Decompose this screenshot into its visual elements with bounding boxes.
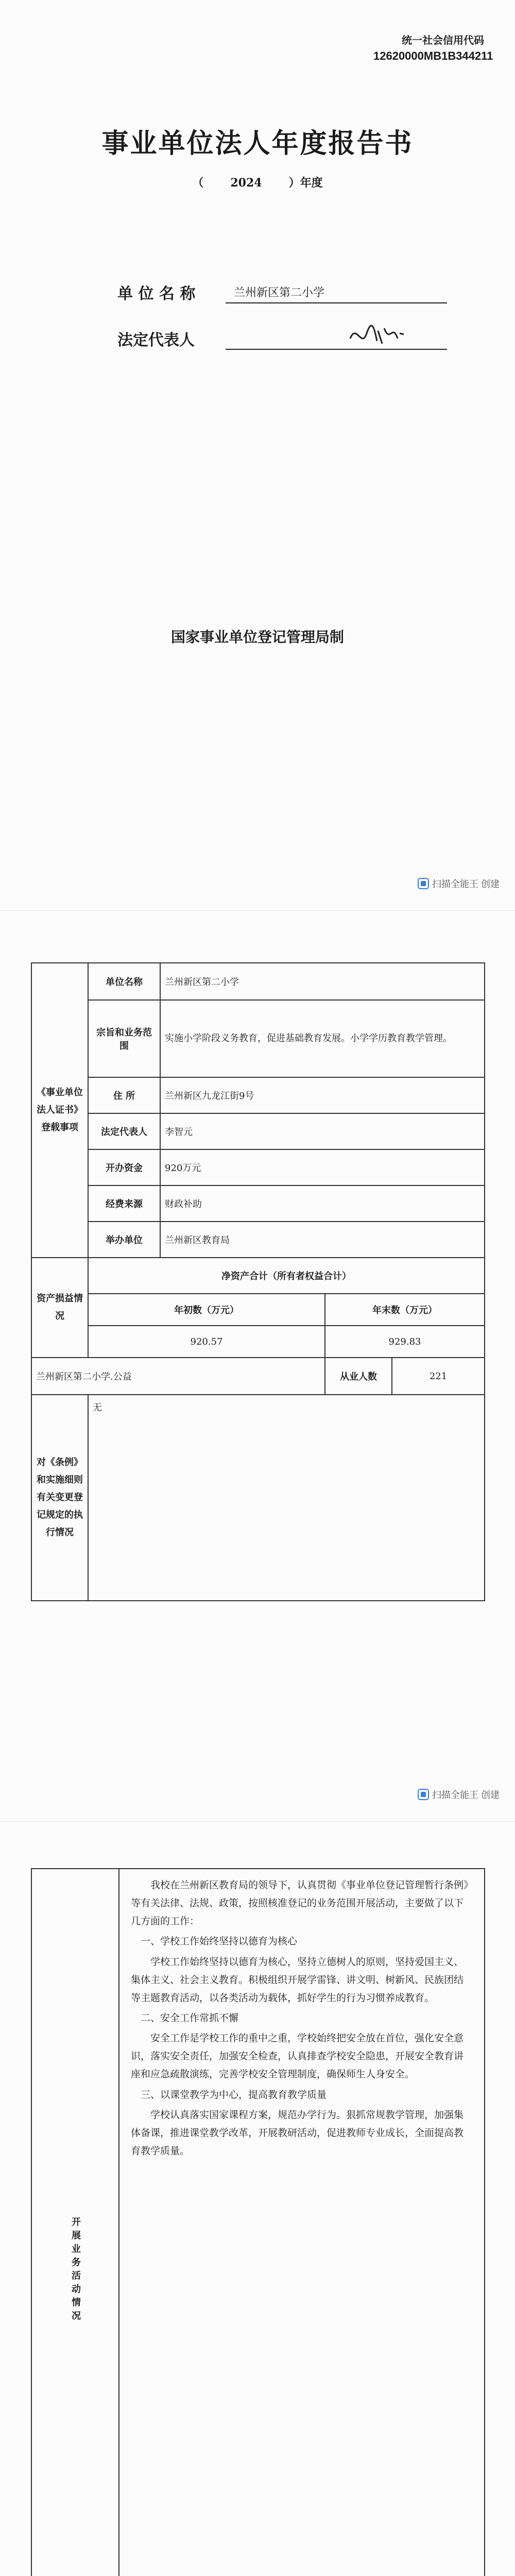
bureau-name: 国家事业单位登记管理局制 bbox=[170, 629, 344, 646]
web-name-value: 兰州新区第二小学.公益 bbox=[31, 1358, 325, 1395]
credit-code-value: 12620000MB1B344211 bbox=[373, 49, 493, 62]
funding-value: 财政补助 bbox=[160, 1185, 485, 1222]
scanner-logo-icon bbox=[418, 878, 429, 889]
scanner-logo-icon bbox=[418, 1789, 429, 1800]
name-value: 兰州新区第二小学 bbox=[160, 963, 485, 1000]
address-label: 住 所 bbox=[88, 1077, 160, 1113]
business-para: 安全工作是学校工作的重中之重，学校始终把安全放在首位，强化安全意识，落实安全责任，加强安全检查，认真排查学校安全隐患，开展安全教育讲座和应急疏散演练，完善学校安全管理制度，确保师生人身安全。 bbox=[131, 2032, 464, 2080]
business-table bbox=[31, 1868, 485, 2576]
end-label: 年末数（万元） bbox=[325, 1294, 485, 1326]
name-label: 单位名称 bbox=[88, 963, 160, 1000]
rep-label: 法定代表人 bbox=[88, 1113, 160, 1149]
business-para: 我校在兰州新区教育局的领导下，认真贯彻《事业单位登记管理暂行条例》等有关法律、法规、政策，按照核准登记的业务范围开展活动，主要做了以下几方面的工作： bbox=[131, 1879, 469, 1927]
business-text bbox=[119, 1869, 485, 2576]
assets-section-label: 资产损益情况 bbox=[31, 1258, 88, 1358]
report-title: 事业单位法人年度报告书 bbox=[101, 128, 414, 159]
purpose-value: 实施小学阶段义务教育，促进基础教育发展。小学学历教育教学管理。 bbox=[160, 1000, 485, 1077]
legal-rep-label: 法定代表人 bbox=[117, 331, 195, 349]
end-value: 929.83 bbox=[325, 1326, 485, 1358]
compliance-label: 对《条例》和实施细则有关变更登记规定的执行情况 bbox=[31, 1395, 88, 1601]
scan-watermark: 扫描全能王 创建 bbox=[418, 1788, 500, 1801]
staff-label: 从业人数 bbox=[325, 1358, 392, 1395]
funding-label: 经费来源 bbox=[88, 1185, 160, 1222]
business-label: 开展业务活动情况 bbox=[31, 1869, 119, 2576]
purpose-label: 宗旨和业务范围 bbox=[88, 1000, 160, 1077]
cert-section-label: 《事业单位法人证书》登载事项 bbox=[31, 963, 88, 1258]
capital-label: 开办资金 bbox=[88, 1149, 160, 1185]
year-value: 2024 bbox=[230, 176, 262, 190]
credit-code-label: 统一社会信用代码 bbox=[402, 34, 484, 46]
legal-rep-signature bbox=[346, 318, 408, 354]
unit-name-row bbox=[117, 281, 325, 303]
info-page bbox=[0, 911, 515, 1822]
business-page bbox=[0, 1822, 515, 2576]
year-open: （ bbox=[192, 176, 204, 190]
cover-page bbox=[0, 0, 515, 911]
business-heading: 一、学校工作始终坚持以德育为核心 bbox=[141, 1936, 298, 1947]
scan-watermark: 扫描全能王 创建 bbox=[418, 877, 500, 890]
legal-rep-line bbox=[226, 327, 447, 350]
compliance-value: 无 bbox=[88, 1395, 485, 1601]
sponsor-value: 兰州新区教育局 bbox=[160, 1222, 485, 1258]
staff-value: 221 bbox=[392, 1358, 485, 1395]
begin-label: 年初数（万元） bbox=[88, 1294, 325, 1326]
net-assets-header: 净资产合计（所有者权益合计） bbox=[88, 1258, 485, 1294]
business-para: 学校认真落实国家课程方案，规范办学行为。狠抓常规教学管理，加强集体备课，推进课堂教学改革，开展教研活动，促进教师专业成长，全面提高教育教学质量。 bbox=[131, 2109, 464, 2157]
business-heading: 三、以课堂教学为中心，提高教育教学质量 bbox=[141, 2089, 327, 2100]
unit-name-value: 兰州新区第二小学 bbox=[226, 281, 447, 303]
business-heading: 二、安全工作常抓不懈 bbox=[141, 2012, 239, 2024]
sponsor-label: 举办单位 bbox=[88, 1222, 160, 1258]
unit-name-label: 单 位 名 称 bbox=[117, 285, 196, 303]
registration-table bbox=[31, 962, 485, 1601]
business-para: 学校工作始终坚持以德育为核心，坚持立德树人的原则，坚持爱国主义、集体主义、社会主义教育。积极组织开展学雷锋、讲文明、树新风、民族团结等主题教育活动，以各类活动为载体，抓好学生的行为习惯养成教育。 bbox=[131, 1956, 464, 2004]
begin-value: 920.57 bbox=[88, 1326, 325, 1358]
report-year bbox=[0, 174, 515, 190]
legal-rep-row bbox=[117, 327, 195, 350]
capital-value: 920万元 bbox=[160, 1149, 485, 1185]
year-close: ）年度 bbox=[288, 176, 323, 190]
rep-value: 李智元 bbox=[160, 1113, 485, 1149]
address-value: 兰州新区九龙江街9号 bbox=[160, 1077, 485, 1113]
